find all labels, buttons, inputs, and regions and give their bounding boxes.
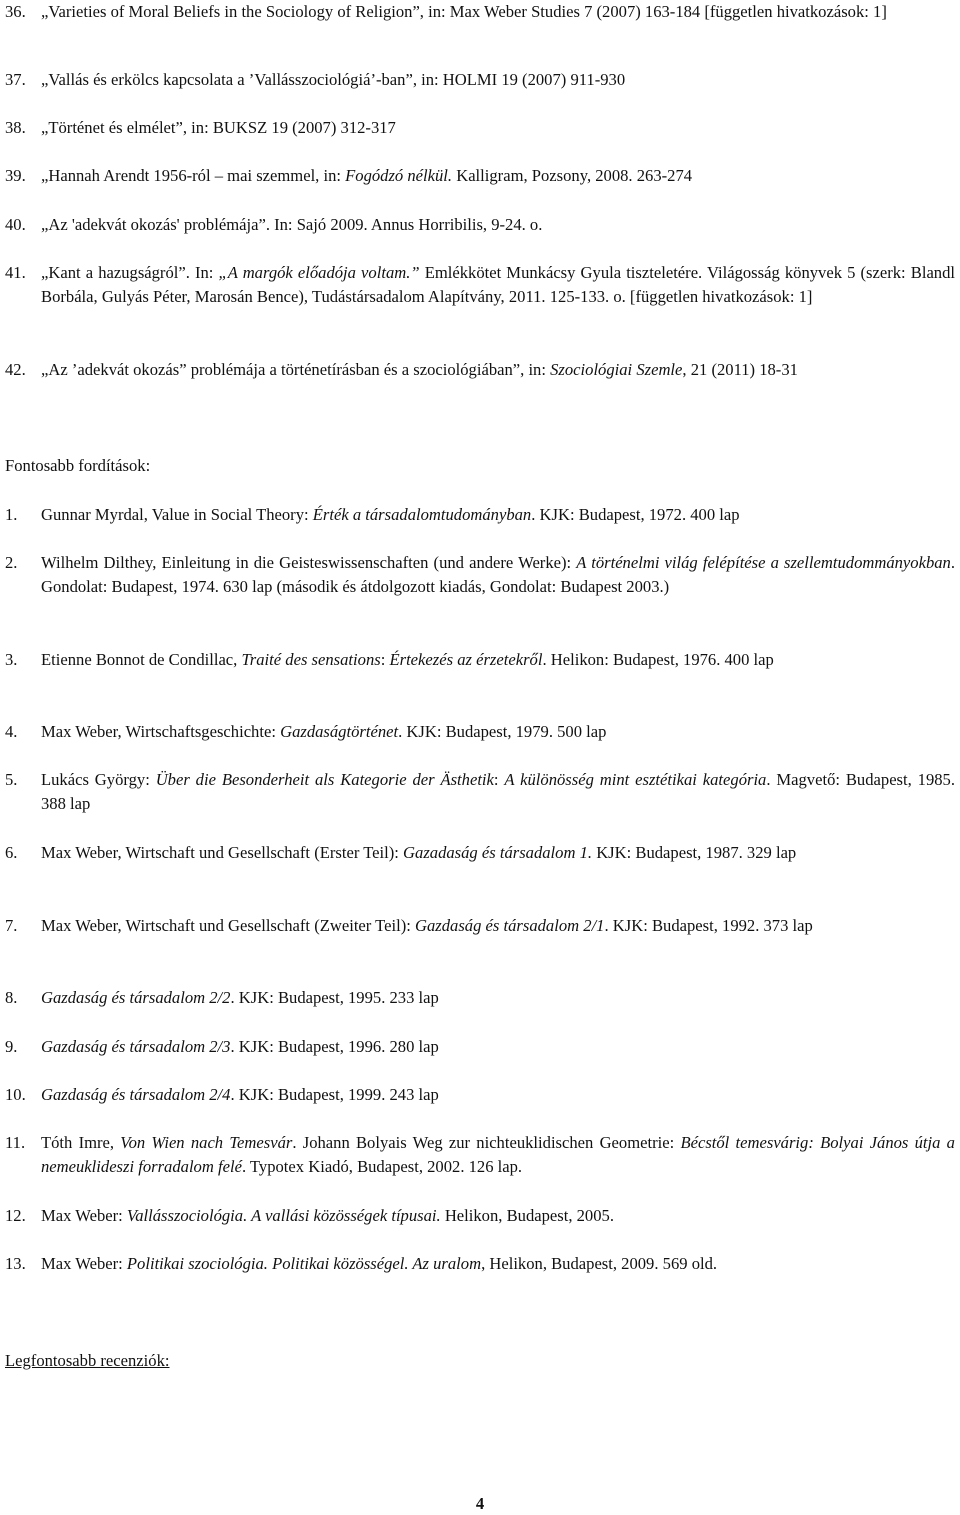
publication-item [5, 358, 955, 382]
translation-item [5, 986, 955, 1010]
translation-item [5, 768, 955, 816]
translation-item [5, 1252, 955, 1276]
item-text: Max Weber, Wirtschaft und Gesellschaft (Erster Teil): Gazadaság és társadalom 1. KJK: Budapest, 1987. 329 lap [41, 843, 797, 862]
item-number: 3. [5, 650, 18, 669]
translation-item [5, 914, 955, 938]
publication-item [5, 0, 955, 24]
item-number: 41. [5, 263, 26, 282]
section-heading-translations: Fontosabb fordítások: [5, 456, 151, 475]
translation-item [5, 841, 955, 865]
item-text: „Történet és elmélet”, in: BUKSZ 19 (2007) 312-317 [41, 118, 396, 137]
item-text: „Varieties of Moral Beliefs in the Sociology of Religion”, in: Max Weber Studies 7 (2007) 163-184 [független hivatkozások: 1] [41, 2, 887, 21]
item-number: 38. [5, 118, 26, 137]
item-text: Max Weber: Vallásszociológia. A vallási közösségek típusai. Helikon, Budapest, 2005. [41, 1206, 614, 1225]
item-number: 6. [5, 843, 18, 862]
item-text: Tóth Imre, Von Wien nach Temesvár. Johann Bolyais Weg zur nichteuklidischen Geometrie: Bécstől temesvárig: Bolyai János útja a nemeuklideszi forradalom felé. Typotex Kiadó, Budapest, 2002. 126 lap. [41, 1133, 955, 1176]
translation-item [5, 1083, 955, 1107]
item-text: Etienne Bonnot de Condillac, Traité des sensations: Értekezés az érzetekről. Helikon: Budapest, 1976. 400 lap [41, 650, 774, 669]
item-text: „Kant a hazugságról”. In: „A margók előadója voltam.” Emlékkötet Munkácsy Gyula tiszteletére. Világosság könyvek 5 (szerk: Blandl Borbála, Gulyás Péter, Marosán Bence), Tudástársadalom Alapítvány, 2011. 125-133. o. [független hivatkozások: 1] [41, 263, 956, 306]
item-number: 40. [5, 215, 26, 234]
page-number: 4 [475, 1494, 485, 1513]
translation-item [5, 551, 955, 599]
item-number: 11. [5, 1133, 26, 1152]
translation-item [5, 648, 955, 672]
translation-item [5, 720, 955, 744]
publication-item [5, 68, 955, 92]
item-text: Gazdaság és társadalom 2/3. KJK: Budapest, 1996. 280 lap [41, 1037, 439, 1056]
item-number: 5. [5, 770, 18, 789]
item-text: „Hannah Arendt 1956-ról – mai szemmel, in: Fogódzó nélkül. Kalligram, Pozsony, 2008. 263-274 [41, 166, 693, 185]
item-number: 8. [5, 988, 18, 1007]
item-number: 2. [5, 553, 18, 572]
item-number: 10. [5, 1085, 26, 1104]
item-text: Lukács György: Über die Besonderheit als Kategorie der Ästhetik: A különösség mint esztétikai kategória. Magvető: Budapest, 1985. 388 lap [41, 770, 955, 813]
item-text: „Az 'adekvát okozás' problémája”. In: Sajó 2009. Annus Horribilis, 9-24. o. [41, 215, 543, 234]
item-number: 42. [5, 360, 26, 379]
item-text: „Az ’adekvát okozás” problémája a történetírásban és a szociológiában”, in: Szociológiai Szemle, 21 (2011) 18-31 [41, 360, 798, 379]
publication-item [5, 164, 955, 188]
item-text: Max Weber, Wirtschaftsgeschichte: Gazdaságtörténet. KJK: Budapest, 1979. 500 lap [41, 722, 607, 741]
translation-item [5, 1035, 955, 1059]
item-number: 12. [5, 1206, 26, 1225]
translation-item [5, 503, 955, 527]
item-text: Gazdaság és társadalom 2/4. KJK: Budapest, 1999. 243 lap [41, 1085, 439, 1104]
item-number: 9. [5, 1037, 18, 1056]
item-number: 37. [5, 70, 26, 89]
item-number: 4. [5, 722, 18, 741]
item-number: 1. [5, 505, 18, 524]
item-number: 7. [5, 916, 18, 935]
publication-item [5, 213, 955, 237]
item-number: 39. [5, 166, 26, 185]
item-number: 36. [5, 2, 26, 21]
item-text: Gunnar Myrdal, Value in Social Theory: Érték a társadalomtudományban. KJK: Budapest, 1972. 400 lap [41, 505, 740, 524]
item-text: Max Weber, Wirtschaft und Gesellschaft (Zweiter Teil): Gazdaság és társadalom 2/1. KJK: Budapest, 1992. 373 lap [41, 916, 813, 935]
translation-item [5, 1204, 955, 1228]
publication-item [5, 261, 955, 309]
item-number: 13. [5, 1254, 26, 1273]
item-text: Max Weber: Politikai szociológia. Politikai közösségel. Az uralom, Helikon, Budapest, 2009. 569 old. [41, 1254, 718, 1273]
item-text: „Vallás és erkölcs kapcsolata a ’Vallásszociológiá’-ban”, in: HOLMI 19 (2007) 911-930 [41, 70, 626, 89]
item-text: Gazdaság és társadalom 2/2. KJK: Budapest, 1995. 233 lap [41, 988, 439, 1007]
section-heading-reviews: Legfontosabb recenziók: [5, 1351, 170, 1370]
translation-item [5, 1131, 955, 1179]
item-text: Wilhelm Dilthey, Einleitung in die Geisteswissenschaften (und andere Werke): A történelmi világ felépítése a szellemtudommányokban. Gondolat: Budapest, 1974. 630 lap (második és átdolgozott kiadás, Gondolat: Budapest 2003.) [41, 553, 956, 596]
publication-item [5, 116, 955, 140]
